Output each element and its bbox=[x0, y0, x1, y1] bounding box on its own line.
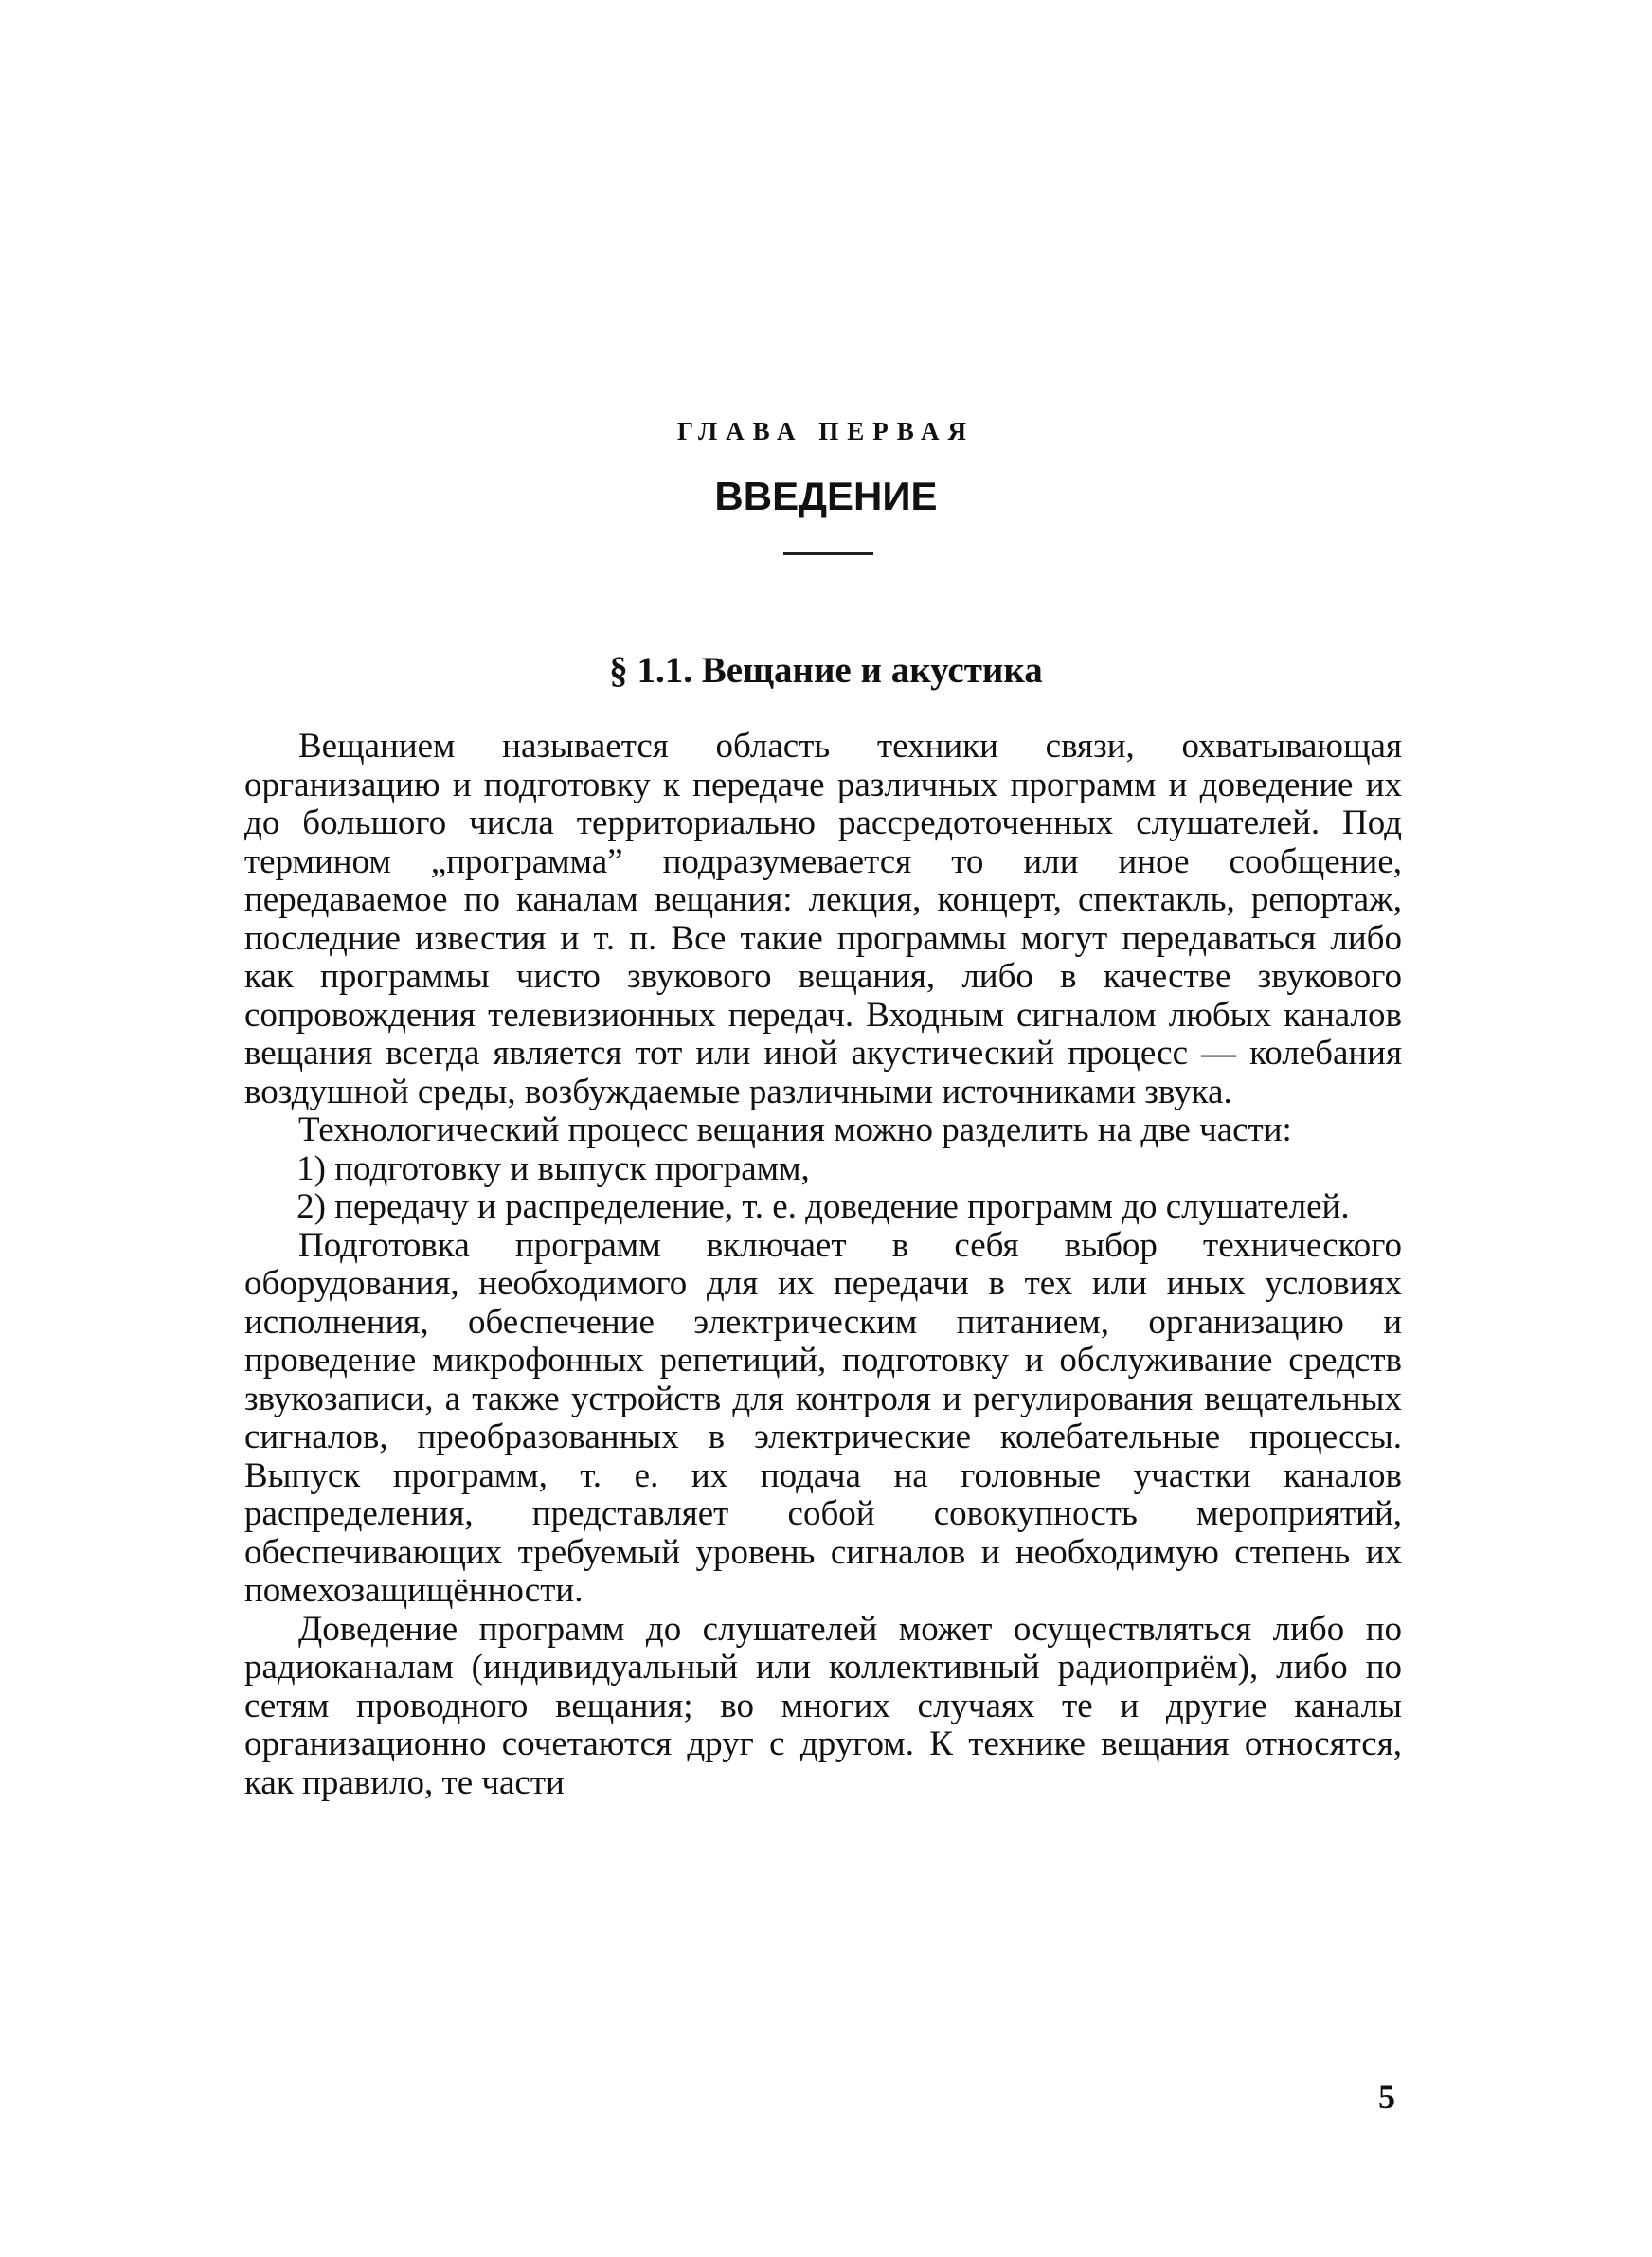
paragraph-program-preparation: Подготовка программ включает в себя выбор технического оборудования, необходимого для их передачи в тех или иных условиях исполнения, обеспечение электрическим питанием, организацию и проведение микрофонных репетиций, подготовку и обслуживание средств звукозаписи, а также устройств для контроля и регулирования вещательных сигналов, преобразованных в электрические колебательные процессы. Выпуск программ, т. е. их подача на головные участки каналов распределения, представляет собой совокупность мероприятий, обеспечивающих требуемый уровень сигналов и необходимую степень их помехозащищённости. bbox=[244, 1225, 1402, 1610]
paragraph-broadcasting-definition: Вещанием называется область техники связи, охватывающая организацию и подготовку к передаче различных программ и доведение их до большого числа территориально рассредоточенных слушателей. Под термином „программа” подразумевается то или иное сообщение, передаваемое по каналам вещания: лекция, концерт, спектакль, репортаж, последние известия и т. п. Все такие программы могут передаваться либо как программы чисто звукового вещания, либо в качестве звукового сопровождения телевизионных передач. Входным сигналом любых каналов вещания всегда является тот или иной акустический процесс — колебания воздушной среды, возбуждаемые различными источниками звука. bbox=[244, 727, 1402, 1111]
body-text bbox=[244, 728, 1402, 1802]
chapter-title: ВВЕДЕНИЕ bbox=[714, 474, 938, 518]
chapter-label: ГЛАВА ПЕРВАЯ bbox=[676, 417, 976, 445]
page-number: 5 bbox=[1378, 2078, 1395, 2116]
paragraph-program-delivery: Доведение программ до слушателей может осуществляться либо по радиоканалам (индивидуальный или коллективный радиоприём), либо по сетям проводного вещания; во многих случаях те и другие каналы организационно сочетаются друг с другом. К технике вещания относятся, как правило, те части bbox=[244, 1609, 1402, 1802]
title-divider bbox=[783, 552, 873, 555]
list-item bbox=[244, 1150, 1402, 1189]
paragraph-process-parts: Технологический процесс вещания можно разделить на две части: bbox=[298, 1110, 1292, 1149]
list-item-number: 2) bbox=[296, 1187, 326, 1226]
list-item bbox=[244, 1188, 1402, 1227]
list-item-number: 1) bbox=[296, 1148, 326, 1188]
list-item-text: передачу и распределение, т. е. доведение программ до слушателей. bbox=[334, 1187, 1350, 1226]
list-item-text: подготовку и выпуск программ, bbox=[334, 1148, 810, 1188]
section-heading: § 1.1. Вещание и акустика bbox=[609, 650, 1043, 691]
